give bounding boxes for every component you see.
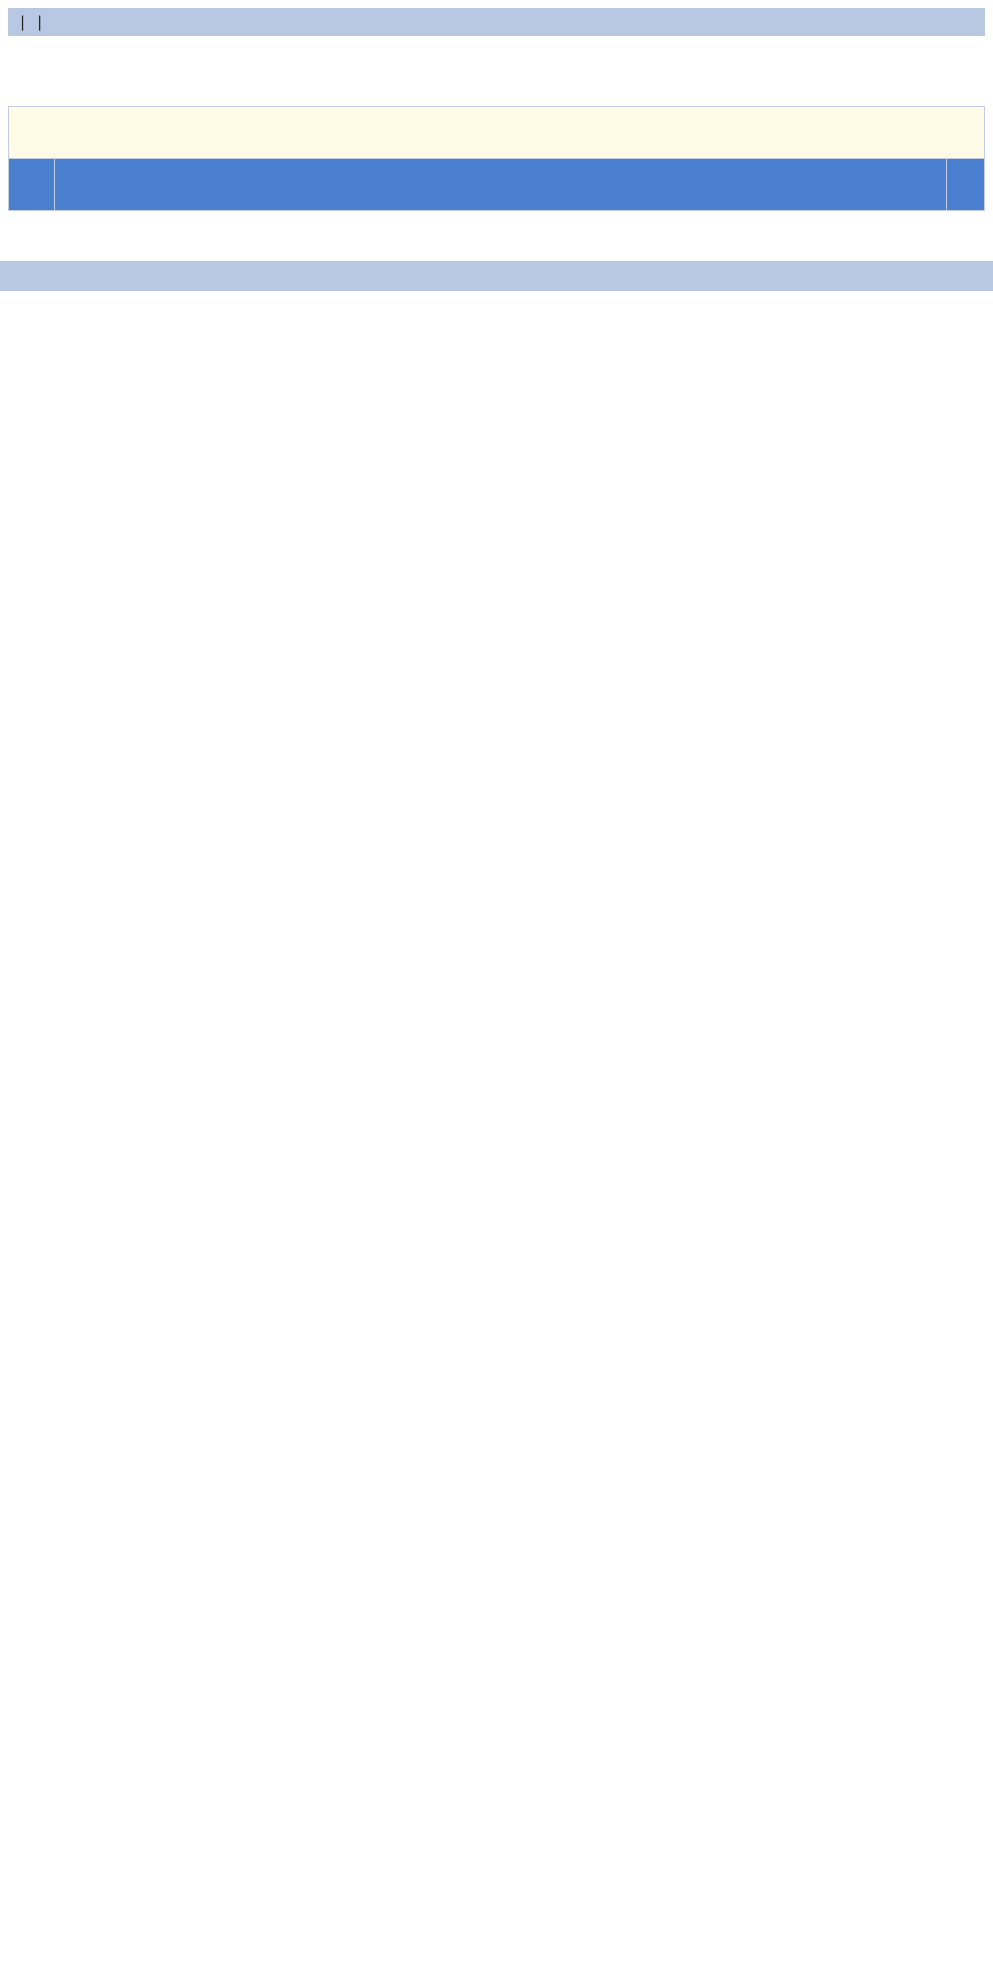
page-links [27,132,976,154]
pager-top [9,107,985,159]
bottom-bar [0,261,993,291]
ranking-table [8,106,985,211]
breadcrumb [8,48,985,60]
header-rank [9,159,55,211]
page-heading [8,64,985,84]
header-access [947,159,985,211]
top-nav [8,8,985,36]
nav-separator: | [37,13,43,31]
period-selector-bottom [8,221,985,245]
nav-separator: | [20,13,26,31]
header-title [55,159,947,211]
period-selector [8,84,985,106]
